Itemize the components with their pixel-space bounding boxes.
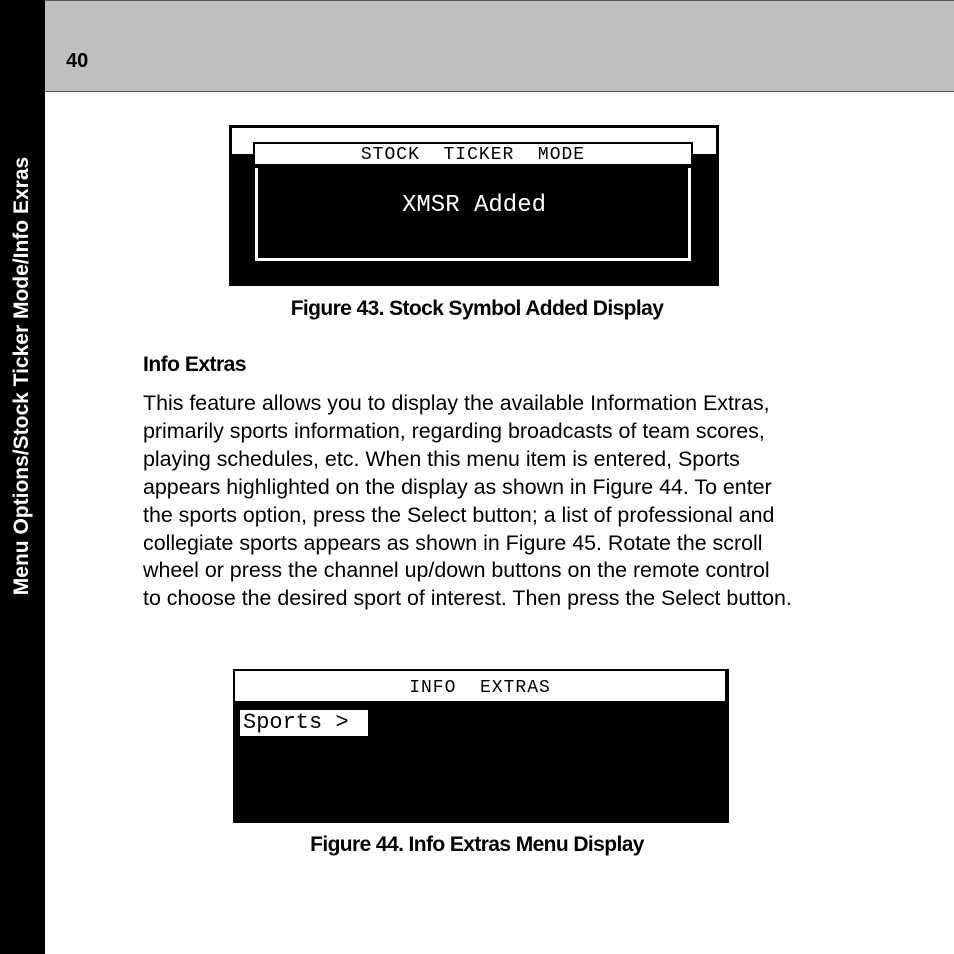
body-line: appears highlighted on the display as shown in Figure 44. To enter [143,474,772,499]
body-line: to choose the desired sport of interest. Then press the Select button. [143,586,792,611]
display-message: XMSR Added [401,192,547,219]
info-extras-display [233,669,729,823]
page-number: 40 [66,50,89,72]
display-title: STOCK TICKER MODE [253,142,693,166]
body-line: This feature allows you to display the available Information Extras, [143,391,770,415]
figure-44-caption: Figure 44. Info Extras Menu Display [310,833,644,856]
section-heading: Info Extras [143,353,247,376]
body-line: primarily sports information, regarding broadcasts of team scores, [143,418,765,443]
side-tab [0,0,45,954]
menu-item-sports: Sports > [240,710,368,736]
body-line: the sports option, press the Select button; a list of professional and [143,502,775,527]
figure-43-caption: Figure 43. Stock Symbol Added Display [290,297,664,320]
side-tab-label: Menu Options/Stock Ticker Mode/Info Exras [10,156,33,596]
page-header [45,0,954,92]
body-line: playing schedules, etc. When this menu item is entered, Sports [143,446,740,471]
body-line: wheel or press the channel up/down buttons on the remote control [143,558,770,583]
body-line: collegiate sports appears as shown in Figure 45. Rotate the scroll [143,530,763,555]
body-paragraph [143,390,873,613]
display-title: INFO EXTRAS [233,669,727,703]
stock-ticker-display [229,125,719,286]
